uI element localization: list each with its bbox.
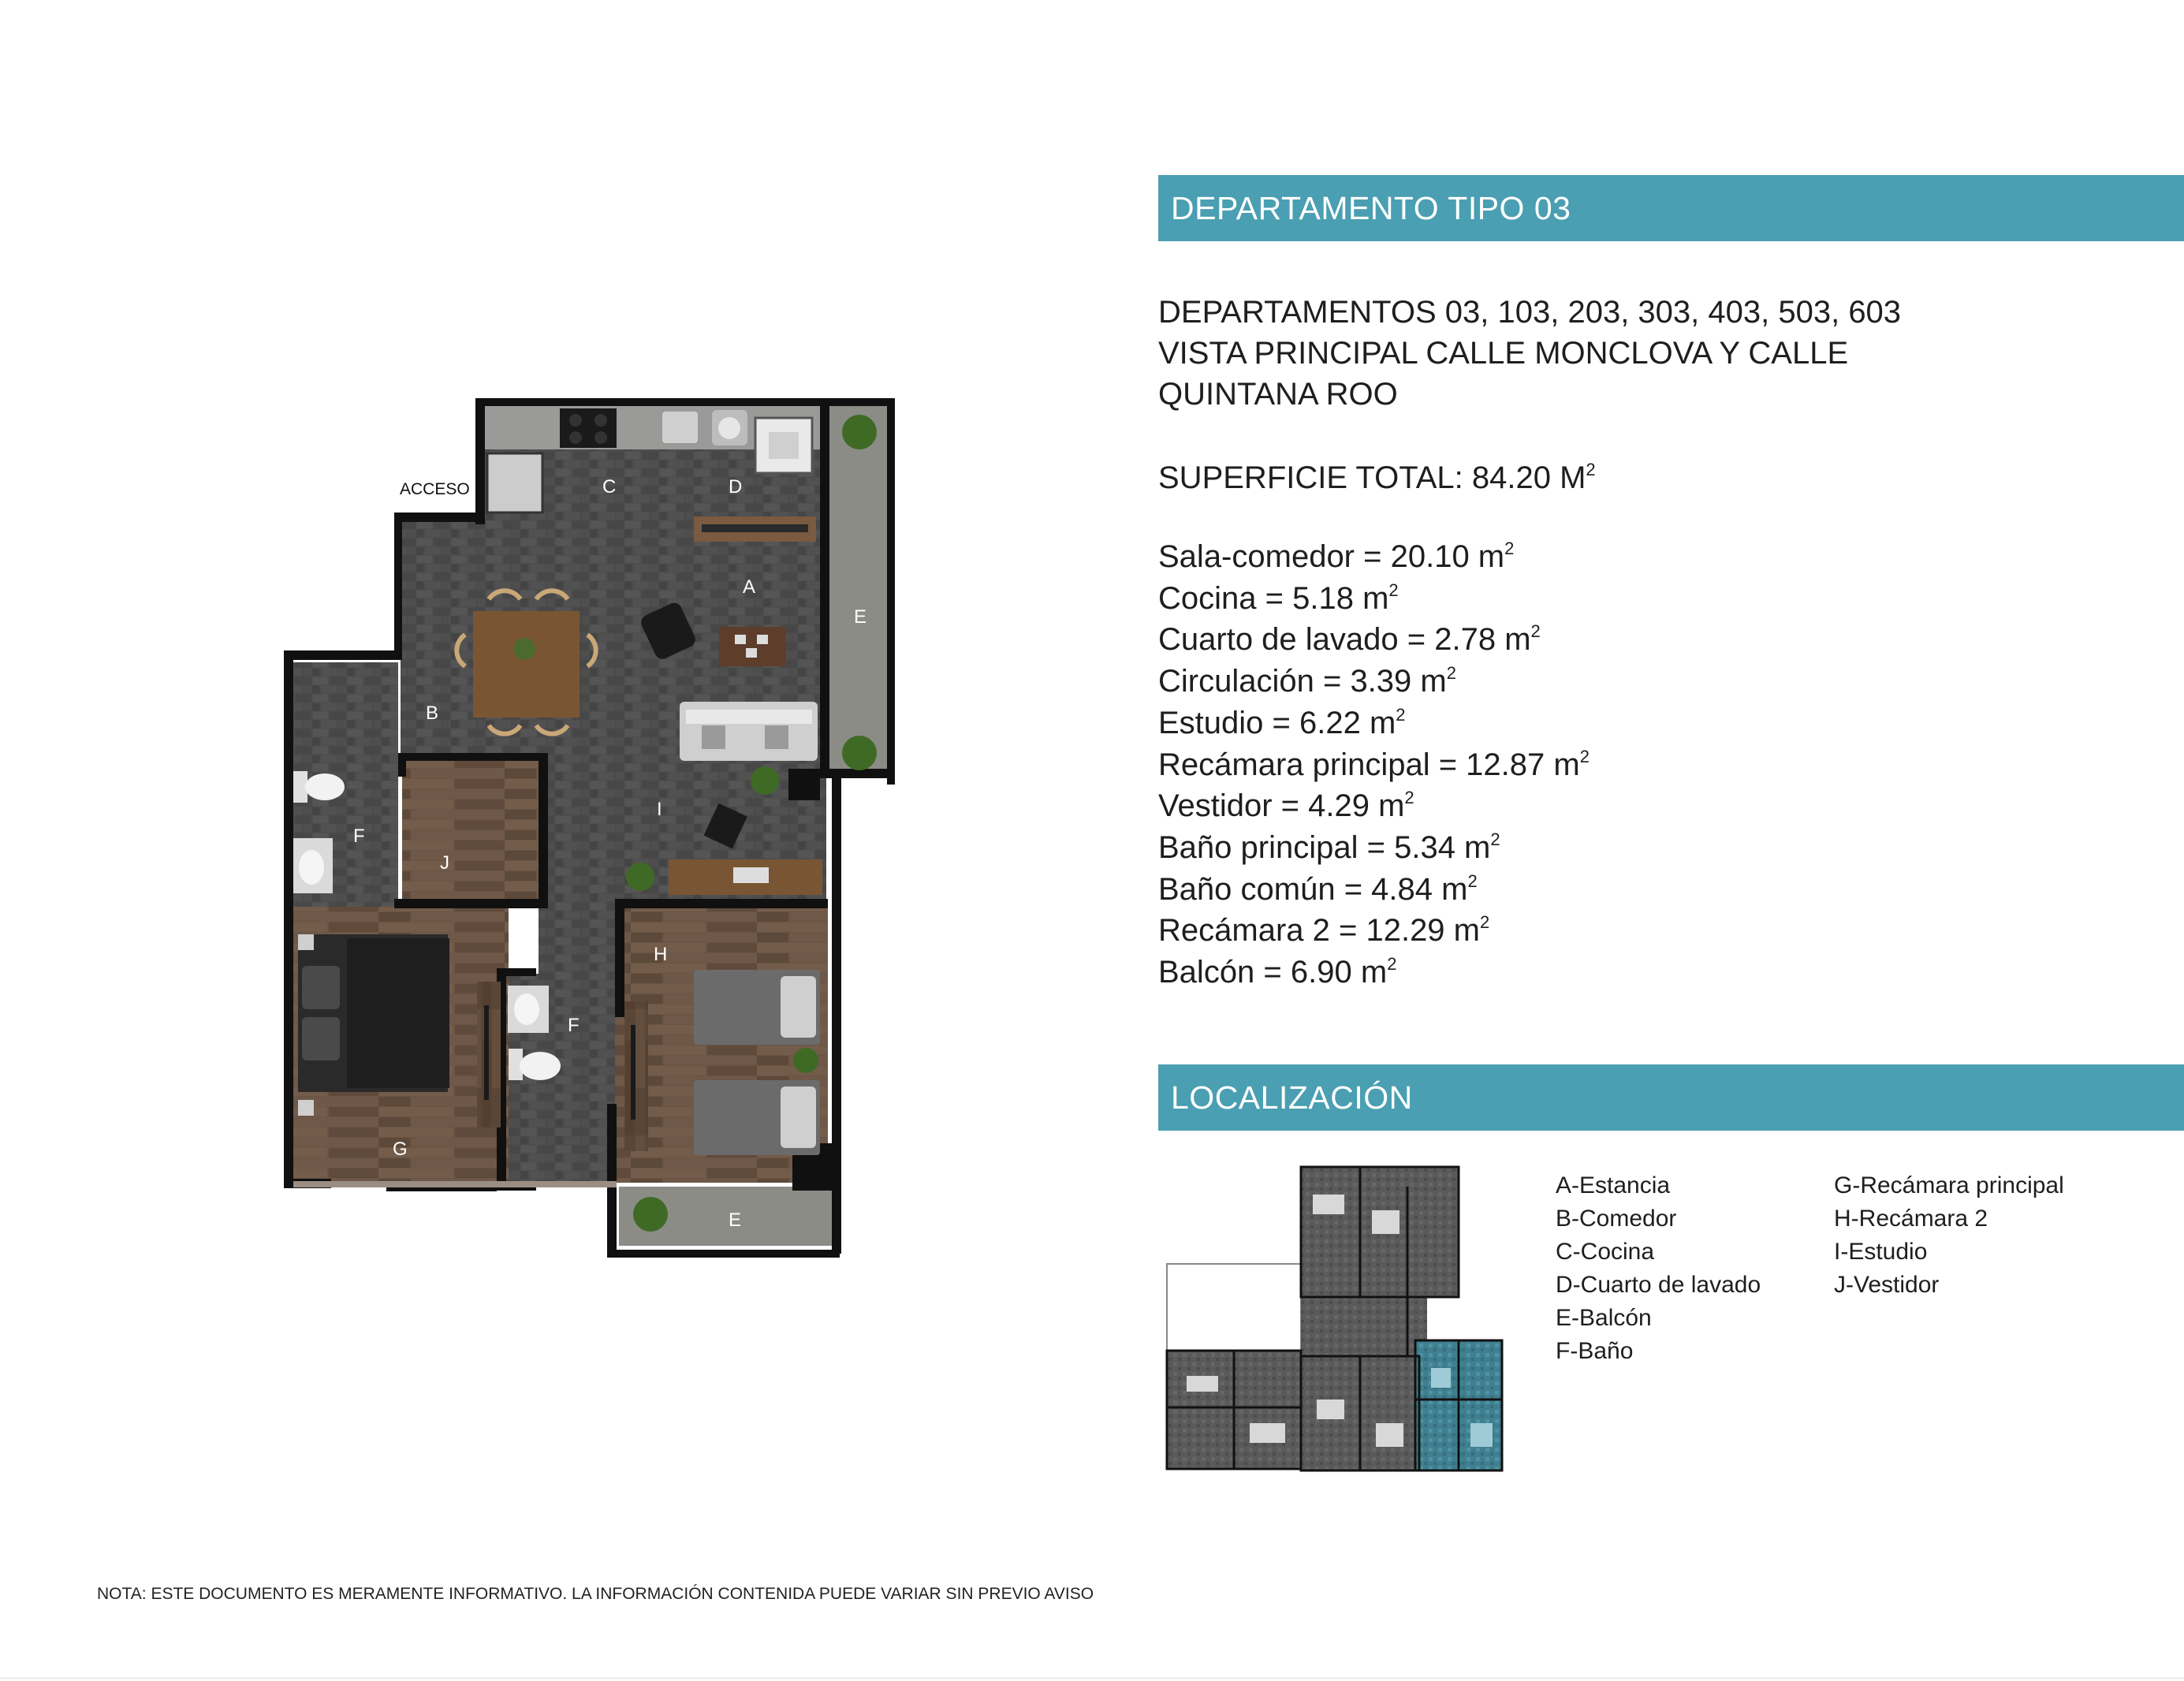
area-item — [1158, 785, 1590, 827]
floor-balcony-east — [828, 406, 887, 777]
legend-item: H-Recámara 2 — [1834, 1206, 1988, 1232]
legend-item: G-Recámara principal — [1834, 1172, 2064, 1198]
area-label: Cuarto de lavado = 2.78 m — [1158, 622, 1531, 658]
area-exp: 2 — [1404, 788, 1414, 808]
area-item — [1158, 619, 1590, 661]
legend-item: D-Cuarto de lavado — [1556, 1272, 1761, 1298]
header-departamento — [1158, 175, 2184, 241]
area-exp: 2 — [1490, 829, 1500, 849]
area-item — [1158, 536, 1590, 578]
area-exp: 2 — [1388, 580, 1399, 600]
floor-plan — [268, 386, 922, 1262]
area-exp: 2 — [1396, 704, 1406, 725]
legend-item: B-Comedor — [1556, 1206, 1677, 1232]
legend-item: C-Cocina — [1556, 1239, 1655, 1265]
area-exp: 2 — [1579, 746, 1590, 766]
header-departamento-title: DEPARTAMENTO TIPO 03 — [1171, 189, 1571, 226]
superficie-total-label: SUPERFICIE TOTAL: 84.20 M — [1158, 460, 1586, 495]
area-item — [1158, 869, 1590, 911]
legend-col-2 — [1834, 1169, 2064, 1302]
superficie-total — [1158, 457, 1596, 498]
superficie-total-exp: 2 — [1586, 460, 1596, 479]
legend-item: E-Balcón — [1556, 1305, 1652, 1331]
area-label: Sala-comedor = 20.10 m — [1158, 539, 1505, 574]
legend-item: I-Estudio — [1834, 1239, 1928, 1265]
label-A: A — [743, 576, 756, 598]
area-label: Recámara 2 = 12.29 m — [1158, 913, 1480, 949]
location-map — [1163, 1163, 1510, 1502]
legend-item: J-Vestidor — [1834, 1272, 1940, 1298]
area-item — [1158, 703, 1590, 744]
area-label: Recámara principal = 12.87 m — [1158, 747, 1580, 782]
legend-item: F-Baño — [1556, 1338, 1634, 1364]
label-E-east: E — [854, 606, 867, 628]
info-line-1: DEPARTAMENTOS 03, 103, 203, 303, 403, 503, 603 — [1158, 295, 1902, 330]
area-list — [1158, 536, 1590, 993]
area-label: Vestidor = 4.29 m — [1158, 788, 1405, 824]
area-label: Baño principal = 5.34 m — [1158, 829, 1491, 865]
footer-divider — [0, 1677, 2184, 1679]
disclaimer-note: NOTA: ESTE DOCUMENTO ES MERAMENTE INFORMATIVO. LA INFORMACIÓN CONTENIDA PUEDE VARIAR SIN PREVIO AVISO — [97, 1585, 1094, 1603]
info-line-2: VISTA PRINCIPAL CALLE MONCLOVA Y CALLE — [1158, 336, 1849, 371]
area-item — [1158, 744, 1590, 786]
area-exp: 2 — [1530, 621, 1541, 642]
legend-item: A-Estancia — [1556, 1172, 1671, 1198]
area-item — [1158, 578, 1590, 620]
area-label: Estudio = 6.22 m — [1158, 705, 1396, 740]
area-exp: 2 — [1387, 954, 1397, 975]
area-label: Cocina = 5.18 m — [1158, 580, 1389, 616]
label-G: G — [393, 1139, 408, 1160]
label-H: H — [654, 944, 668, 965]
label-F-hall: F — [353, 826, 365, 847]
area-exp: 2 — [1504, 539, 1515, 558]
area-item — [1158, 827, 1590, 869]
area-item — [1158, 952, 1590, 993]
floor-vestidor — [402, 757, 540, 899]
label-J: J — [440, 852, 449, 874]
area-exp: 2 — [1446, 663, 1456, 684]
area-item — [1158, 661, 1590, 703]
area-item — [1158, 910, 1590, 952]
label-D: D — [729, 476, 743, 498]
label-B: B — [426, 703, 439, 724]
area-exp: 2 — [1480, 912, 1490, 933]
label-acceso: ACCESO — [400, 480, 470, 498]
legend-col-1 — [1556, 1169, 1761, 1368]
header-localizacion-title: LOCALIZACIÓN — [1171, 1079, 1413, 1116]
label-I: I — [657, 799, 662, 820]
area-label: Balcón = 6.90 m — [1158, 955, 1388, 990]
label-E-south: E — [729, 1210, 742, 1231]
area-label: Baño común = 4.84 m — [1158, 871, 1468, 907]
label-F-master: F — [568, 1015, 580, 1036]
header-localizacion — [1158, 1064, 2184, 1131]
dining-table — [457, 591, 595, 733]
info-line-3: QUINTANA ROO — [1158, 377, 1398, 412]
label-C: C — [602, 476, 617, 498]
area-label: Circulación = 3.39 m — [1158, 664, 1447, 699]
area-exp: 2 — [1467, 870, 1478, 891]
